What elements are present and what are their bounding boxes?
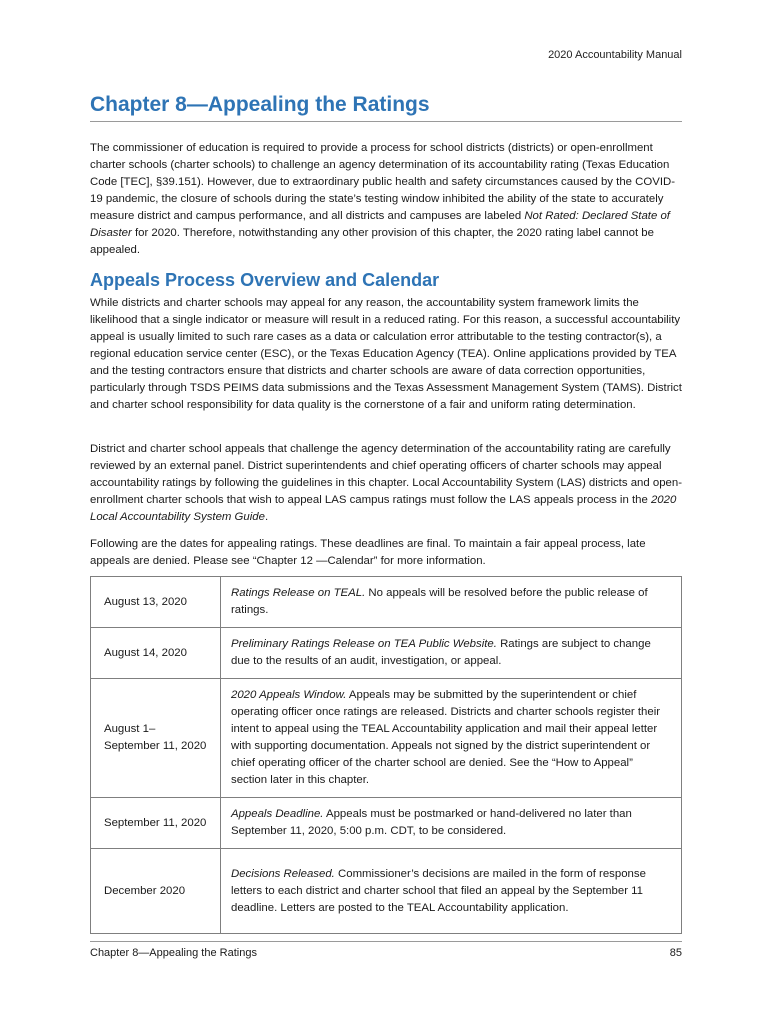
event-title: Preliminary Ratings Release on TEA Public Website. [231,638,497,650]
calendar-date: August 14, 2020 [91,628,221,679]
calendar-description [221,577,682,628]
table-row [91,577,682,628]
intro-paragraph [90,140,682,259]
calendar-description [221,628,682,679]
overview-paragraph: While districts and charter schools may appeal for any reason, the accountability system framework limits the likelihood that a single indicator or measure will result in a reduced rating. For this reason, a successful accountability appeal is usually limited to such rare cases as a data or calculation error attributable to the testing contractor(s), a regional education service center (ESC), or the Texas Education Agency (TEA). Online applications provided by TEA and the testing contractors ensure that districts and charter schools are aware of data correction opportunities, particularly through TSDS PEIMS data submissions and the Texas Assessment Management System (TAMS). District and charter school responsibility for data quality is the cornerstone of a fair and uniform rating determination. [90,297,682,411]
event-title: 2020 Appeals Window. [231,689,347,701]
las-guide-title: 2020 Local Accountability System Guide [90,494,677,523]
event-text: Commissioner’s decisions are mailed in the form of response letters to each district and charter school that filed an appeal by the September 11 deadline. Letters are posted to the TEAL Accountability application. [231,867,646,914]
calendar-date: September 11, 2020 [91,798,221,849]
chapter-title: Chapter 8—Appealing the Ratings [90,93,682,122]
intro-text-b: for 2020. Therefore, notwithstanding any other provision of this chapter, the 2020 rating label cannot be appealed. [90,227,654,256]
appeals-text-b: . [264,511,269,523]
footer-divider [90,941,682,942]
footer-chapter: Chapter 8—Appealing the Ratings [90,947,257,959]
event-title: Decisions Released. [231,867,335,880]
intro-text-a: The commissioner of education is required to provide a process for school districts (districts) or open-enrollment charter schools (charter schools) to challenge an agency determination of its accountability rating (Texas Education Code [TEC], §39.151). However, due to extraordinary public health and safety circumstances caused by the COVID-19 pandemic, the closure of schools during the state’s testing window inhibited the ability of the state to accurately measure district and campus performance, and all districts and campuses are labeled [90,142,676,222]
appeals-calendar-table [90,576,682,934]
event-text: No appeals will be resolved before the public release of ratings. [231,587,648,616]
dates-paragraph: Following are the dates for appealing ratings. These deadlines are final. To maintain a fair appeal process, late appeals are denied. Please see “Chapter 12 —Calendar” for more information. [90,538,646,567]
event-text: Appeals must be postmarked or hand-delivered no later than September 11, 2020, 5:00 p.m. CDT, to be considered. [231,808,632,837]
event-text: Appeals may be submitted by the superintendent or chief operating officer once ratings are released. Districts and charter schools register their intent to appeal using the TEAL Accountability application and mail their appeal letter with supporting documentation. Appeals not signed by the district superintendent or chief operating officer of the charter school are denied. See the “How to Appeal” section later in this chapter. [231,689,661,786]
calendar-date: December 2020 [91,849,221,934]
table-row [91,849,682,934]
table-row [91,679,682,798]
table-row [91,798,682,849]
page-number: 85 [669,947,682,959]
table-row [91,628,682,679]
appeals-paragraph [90,441,682,526]
section-title: Appeals Process Overview and Calendar [90,270,440,290]
event-title: Appeals Deadline. [231,808,324,820]
event-title: Ratings Release on TEAL. [231,587,366,599]
calendar-date: August 1–September 11, 2020 [91,679,221,798]
calendar-date: August 13, 2020 [91,577,221,628]
calendar-description [221,679,682,798]
calendar-description [221,849,682,934]
appeals-text-a: District and charter school appeals that challenge the agency determination of the accountability rating are carefully reviewed by an external panel. District superintendents and chief operating officers of charter schools may appeal accountability ratings by following the guidelines in this chapter. Local Accountability System (LAS) districts and open-enrollment charter schools that wish to appeal LAS campus ratings must follow the LAS appeals process in the [90,443,682,506]
calendar-description [221,798,682,849]
intro-emphasis: Not Rated: Declared State of Disaster [90,210,670,239]
event-text: Ratings are subject to change due to the results of an audit, investigation, or appeal. [231,638,651,667]
running-head: 2020 Accountability Manual [548,49,682,61]
